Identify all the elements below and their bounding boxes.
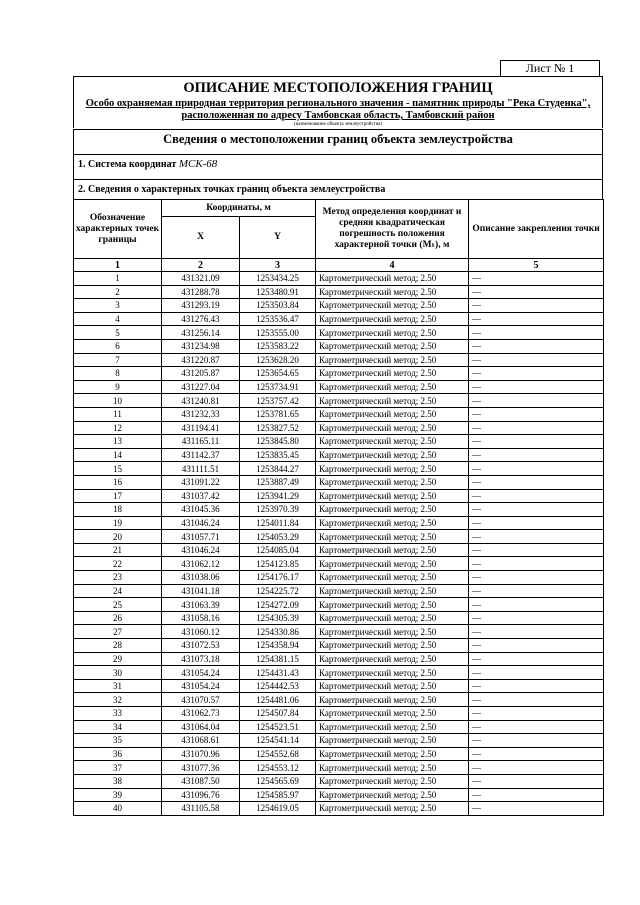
table-row (74, 475, 604, 489)
description-cell: — (469, 639, 604, 653)
point-id-cell: 31 (74, 679, 162, 693)
table-row (74, 543, 604, 557)
description-cell: — (469, 530, 604, 544)
x-coordinate-cell: 431038.06 (162, 571, 240, 585)
table-row (74, 611, 604, 625)
y-coordinate-cell: 1254330.86 (240, 625, 316, 639)
x-coordinate-cell: 431087.50 (162, 774, 240, 788)
y-coordinate-cell: 1253628.20 (240, 353, 316, 367)
method-cell: Картометрический метод; 2.50 (316, 516, 469, 530)
table-row (74, 367, 604, 381)
point-id-cell: 35 (74, 734, 162, 748)
y-coordinate-cell: 1253654.65 (240, 367, 316, 381)
point-id-cell: 19 (74, 516, 162, 530)
x-coordinate-cell: 431072.53 (162, 639, 240, 653)
col-header-y: Y (240, 217, 316, 259)
col-header-point: Обозначение характерных точек границы (74, 200, 162, 259)
table-row (74, 339, 604, 353)
point-id-cell: 40 (74, 802, 162, 816)
column-numbers-row (74, 259, 604, 272)
point-id-cell: 30 (74, 666, 162, 680)
method-cell: Картометрический метод; 2.50 (316, 584, 469, 598)
column-number: 1 (74, 259, 162, 272)
method-cell: Картометрический метод; 2.50 (316, 285, 469, 299)
method-cell: Картометрический метод; 2.50 (316, 339, 469, 353)
point-id-cell: 22 (74, 557, 162, 571)
y-coordinate-cell: 1253844.27 (240, 462, 316, 476)
description-cell: — (469, 339, 604, 353)
section-title: Сведения о местоположении границ объекта землеустройства (73, 129, 603, 149)
description-cell: — (469, 326, 604, 340)
table-row (74, 516, 604, 530)
table-row (74, 802, 604, 816)
object-name: Особо охраняемая природная территория регионального значения - памятник природы "Река Студенка", расположенная по адресу Тамбовская область, Тамбовский район (85, 98, 591, 121)
point-id-cell: 32 (74, 693, 162, 707)
description-cell: — (469, 367, 604, 381)
y-coordinate-cell: 1253827.52 (240, 421, 316, 435)
table-row (74, 285, 604, 299)
description-cell: — (469, 489, 604, 503)
point-id-cell: 17 (74, 489, 162, 503)
method-cell: Картометрический метод; 2.50 (316, 571, 469, 585)
x-coordinate-cell: 431062.73 (162, 707, 240, 721)
method-cell: Картометрический метод; 2.50 (316, 380, 469, 394)
method-cell: Картометрический метод; 2.50 (316, 802, 469, 816)
table-row (74, 788, 604, 802)
y-coordinate-cell: 1253734.91 (240, 380, 316, 394)
method-cell: Картометрический метод; 2.50 (316, 666, 469, 680)
col-header-description: Описание закрепления точки (469, 200, 604, 259)
x-coordinate-cell: 431054.24 (162, 666, 240, 680)
y-coordinate-cell: 1254381.15 (240, 652, 316, 666)
x-coordinate-cell: 431220.87 (162, 353, 240, 367)
y-coordinate-cell: 1254123.85 (240, 557, 316, 571)
description-cell: — (469, 272, 604, 286)
x-coordinate-cell: 431111.51 (162, 462, 240, 476)
x-coordinate-cell: 431045.36 (162, 503, 240, 517)
x-coordinate-cell: 431041.18 (162, 584, 240, 598)
description-cell: — (469, 761, 604, 775)
x-coordinate-cell: 431058.16 (162, 611, 240, 625)
method-cell: Картометрический метод; 2.50 (316, 707, 469, 721)
table-body (74, 272, 604, 816)
point-id-cell: 34 (74, 720, 162, 734)
point-id-cell: 25 (74, 598, 162, 612)
description-cell: — (469, 448, 604, 462)
description-cell: — (469, 598, 604, 612)
table-row (74, 571, 604, 585)
point-id-cell: 33 (74, 707, 162, 721)
y-coordinate-cell: 1254358.94 (240, 639, 316, 653)
table-row (74, 530, 604, 544)
method-cell: Картометрический метод; 2.50 (316, 530, 469, 544)
point-id-cell: 37 (74, 761, 162, 775)
x-coordinate-cell: 431096.76 (162, 788, 240, 802)
method-cell: Картометрический метод; 2.50 (316, 353, 469, 367)
method-cell: Картометрический метод; 2.50 (316, 761, 469, 775)
table-row (74, 679, 604, 693)
point-id-cell: 27 (74, 625, 162, 639)
description-cell: — (469, 625, 604, 639)
y-coordinate-cell: 1254442.53 (240, 679, 316, 693)
y-coordinate-cell: 1254085.04 (240, 543, 316, 557)
document-title: ОПИСАНИЕ МЕСТОПОЛОЖЕНИЯ ГРАНИЦ (183, 80, 493, 96)
table-row (74, 761, 604, 775)
table-row (74, 693, 604, 707)
description-cell: — (469, 734, 604, 748)
description-cell: — (469, 380, 604, 394)
table-row (74, 353, 604, 367)
column-number: 2 (162, 259, 240, 272)
method-cell: Картометрический метод; 2.50 (316, 734, 469, 748)
col-header-x: X (162, 217, 240, 259)
object-name-caption: (наименование объекта землеустройства) (293, 122, 383, 127)
description-cell: — (469, 353, 604, 367)
x-coordinate-cell: 431046.24 (162, 516, 240, 530)
description-cell: — (469, 666, 604, 680)
description-cell: — (469, 571, 604, 585)
method-cell: Картометрический метод; 2.50 (316, 503, 469, 517)
point-id-cell: 23 (74, 571, 162, 585)
point-id-cell: 11 (74, 407, 162, 421)
method-cell: Картометрический метод; 2.50 (316, 788, 469, 802)
description-cell: — (469, 299, 604, 313)
y-coordinate-cell: 1253480.91 (240, 285, 316, 299)
method-cell: Картометрический метод; 2.50 (316, 543, 469, 557)
point-id-cell: 3 (74, 299, 162, 313)
column-number: 5 (469, 259, 604, 272)
method-cell: Картометрический метод; 2.50 (316, 639, 469, 653)
description-cell: — (469, 475, 604, 489)
x-coordinate-cell: 431046.24 (162, 543, 240, 557)
y-coordinate-cell: 1254225.72 (240, 584, 316, 598)
y-coordinate-cell: 1254585.97 (240, 788, 316, 802)
point-id-cell: 10 (74, 394, 162, 408)
point-id-cell: 26 (74, 611, 162, 625)
table-row (74, 312, 604, 326)
description-cell: — (469, 802, 604, 816)
x-coordinate-cell: 431194.41 (162, 421, 240, 435)
table-row (74, 720, 604, 734)
point-id-cell: 9 (74, 380, 162, 394)
table-row (74, 326, 604, 340)
description-cell: — (469, 285, 604, 299)
x-coordinate-cell: 431227.04 (162, 380, 240, 394)
y-coordinate-cell: 1253536.47 (240, 312, 316, 326)
point-id-cell: 39 (74, 788, 162, 802)
table-row (74, 448, 604, 462)
point-id-cell: 5 (74, 326, 162, 340)
x-coordinate-cell: 431288.78 (162, 285, 240, 299)
table-row (74, 652, 604, 666)
y-coordinate-cell: 1254523.51 (240, 720, 316, 734)
x-coordinate-cell: 431062.12 (162, 557, 240, 571)
table-row (74, 639, 604, 653)
method-cell: Картометрический метод; 2.50 (316, 407, 469, 421)
point-id-cell: 28 (74, 639, 162, 653)
point-id-cell: 4 (74, 312, 162, 326)
x-coordinate-cell: 431240.81 (162, 394, 240, 408)
description-cell: — (469, 747, 604, 761)
description-cell: — (469, 693, 604, 707)
method-cell: Картометрический метод; 2.50 (316, 489, 469, 503)
y-coordinate-cell: 1253781.65 (240, 407, 316, 421)
y-coordinate-cell: 1254619.05 (240, 802, 316, 816)
point-id-cell: 36 (74, 747, 162, 761)
description-cell: — (469, 788, 604, 802)
table-row (74, 584, 604, 598)
y-coordinate-cell: 1253583.22 (240, 339, 316, 353)
x-coordinate-cell: 431232.33 (162, 407, 240, 421)
description-cell: — (469, 652, 604, 666)
method-cell: Картометрический метод; 2.50 (316, 557, 469, 571)
y-coordinate-cell: 1253835.45 (240, 448, 316, 462)
description-cell: — (469, 611, 604, 625)
method-cell: Картометрический метод; 2.50 (316, 272, 469, 286)
point-id-cell: 2 (74, 285, 162, 299)
table-row (74, 421, 604, 435)
y-coordinate-cell: 1254565.69 (240, 774, 316, 788)
x-coordinate-cell: 431321.09 (162, 272, 240, 286)
point-id-cell: 15 (74, 462, 162, 476)
x-coordinate-cell: 431142.37 (162, 448, 240, 462)
table-row (74, 462, 604, 476)
boundary-points-table (73, 199, 604, 816)
x-coordinate-cell: 431060.12 (162, 625, 240, 639)
method-cell: Картометрический метод; 2.50 (316, 693, 469, 707)
x-coordinate-cell: 431077.36 (162, 761, 240, 775)
point-id-cell: 8 (74, 367, 162, 381)
table-row (74, 435, 604, 449)
col-header-method: Метод определения координат и средняя квадратическая погрешность положения характерной точки (Mₜ), м (316, 200, 469, 259)
table-row (74, 299, 604, 313)
y-coordinate-cell: 1254431.43 (240, 666, 316, 680)
method-cell: Картометрический метод; 2.50 (316, 720, 469, 734)
table-row (74, 598, 604, 612)
document-page (73, 76, 603, 816)
method-cell: Картометрический метод; 2.50 (316, 598, 469, 612)
description-cell: — (469, 462, 604, 476)
table-row (74, 625, 604, 639)
y-coordinate-cell: 1254552.68 (240, 747, 316, 761)
point-id-cell: 16 (74, 475, 162, 489)
x-coordinate-cell: 431070.96 (162, 747, 240, 761)
y-coordinate-cell: 1254541.14 (240, 734, 316, 748)
table-row (74, 734, 604, 748)
coordinate-system-label: 1. Система координат (78, 159, 177, 170)
x-coordinate-cell: 431057.71 (162, 530, 240, 544)
point-id-cell: 13 (74, 435, 162, 449)
point-id-cell: 29 (74, 652, 162, 666)
table-row (74, 774, 604, 788)
table-row (74, 503, 604, 517)
y-coordinate-cell: 1254481.06 (240, 693, 316, 707)
y-coordinate-cell: 1253887.49 (240, 475, 316, 489)
x-coordinate-cell: 431064.04 (162, 720, 240, 734)
method-cell: Картометрический метод; 2.50 (316, 394, 469, 408)
y-coordinate-cell: 1254305.39 (240, 611, 316, 625)
table-row (74, 407, 604, 421)
y-coordinate-cell: 1253757.42 (240, 394, 316, 408)
description-cell: — (469, 707, 604, 721)
x-coordinate-cell: 431205.87 (162, 367, 240, 381)
table-row (74, 380, 604, 394)
description-cell: — (469, 516, 604, 530)
y-coordinate-cell: 1254176.17 (240, 571, 316, 585)
x-coordinate-cell: 431256.14 (162, 326, 240, 340)
point-id-cell: 18 (74, 503, 162, 517)
point-id-cell: 7 (74, 353, 162, 367)
description-cell: — (469, 679, 604, 693)
y-coordinate-cell: 1253503.84 (240, 299, 316, 313)
method-cell: Картометрический метод; 2.50 (316, 312, 469, 326)
y-coordinate-cell: 1254011.84 (240, 516, 316, 530)
x-coordinate-cell: 431063.39 (162, 598, 240, 612)
point-id-cell: 12 (74, 421, 162, 435)
description-cell: — (469, 584, 604, 598)
method-cell: Картометрический метод; 2.50 (316, 747, 469, 761)
y-coordinate-cell: 1254507.84 (240, 707, 316, 721)
col-header-coords: Координаты, м (162, 200, 316, 217)
description-cell: — (469, 435, 604, 449)
method-cell: Картометрический метод; 2.50 (316, 475, 469, 489)
method-cell: Картометрический метод; 2.50 (316, 679, 469, 693)
y-coordinate-cell: 1254053.29 (240, 530, 316, 544)
x-coordinate-cell: 431037.42 (162, 489, 240, 503)
y-coordinate-cell: 1253970.39 (240, 503, 316, 517)
method-cell: Картометрический метод; 2.50 (316, 625, 469, 639)
description-cell: — (469, 720, 604, 734)
y-coordinate-cell: 1253845.80 (240, 435, 316, 449)
x-coordinate-cell: 431091.22 (162, 475, 240, 489)
x-coordinate-cell: 431105.58 (162, 802, 240, 816)
method-cell: Картометрический метод; 2.50 (316, 421, 469, 435)
x-coordinate-cell: 431165.11 (162, 435, 240, 449)
method-cell: Картометрический метод; 2.50 (316, 299, 469, 313)
point-id-cell: 6 (74, 339, 162, 353)
coordinate-system-row (73, 154, 603, 174)
description-cell: — (469, 407, 604, 421)
x-coordinate-cell: 431234.98 (162, 339, 240, 353)
description-cell: — (469, 503, 604, 517)
point-id-cell: 24 (74, 584, 162, 598)
point-id-cell: 20 (74, 530, 162, 544)
point-id-cell: 1 (74, 272, 162, 286)
method-cell: Картометрический метод; 2.50 (316, 611, 469, 625)
x-coordinate-cell: 431293.19 (162, 299, 240, 313)
method-cell: Картометрический метод; 2.50 (316, 435, 469, 449)
x-coordinate-cell: 431073.18 (162, 652, 240, 666)
column-number: 3 (240, 259, 316, 272)
method-cell: Картометрический метод; 2.50 (316, 326, 469, 340)
description-cell: — (469, 312, 604, 326)
table-row (74, 557, 604, 571)
description-cell: — (469, 774, 604, 788)
x-coordinate-cell: 431068.61 (162, 734, 240, 748)
method-cell: Картометрический метод; 2.50 (316, 367, 469, 381)
method-cell: Картометрический метод; 2.50 (316, 774, 469, 788)
y-coordinate-cell: 1253434.25 (240, 272, 316, 286)
point-id-cell: 38 (74, 774, 162, 788)
x-coordinate-cell: 431276.43 (162, 312, 240, 326)
method-cell: Картометрический метод; 2.50 (316, 462, 469, 476)
table-row (74, 394, 604, 408)
method-cell: Картометрический метод; 2.50 (316, 448, 469, 462)
description-cell: — (469, 394, 604, 408)
method-cell: Картометрический метод; 2.50 (316, 652, 469, 666)
point-id-cell: 14 (74, 448, 162, 462)
y-coordinate-cell: 1254272.09 (240, 598, 316, 612)
y-coordinate-cell: 1253941.29 (240, 489, 316, 503)
table-row (74, 747, 604, 761)
table-row (74, 666, 604, 680)
table-row (74, 707, 604, 721)
description-cell: — (469, 543, 604, 557)
x-coordinate-cell: 431054.24 (162, 679, 240, 693)
description-cell: — (469, 421, 604, 435)
points-section-label: 2. Сведения о характерных точках границ объекта землеустройства (73, 179, 603, 199)
coordinate-system-value: МСК-68 (178, 158, 218, 170)
point-id-cell: 21 (74, 543, 162, 557)
table-row (74, 489, 604, 503)
y-coordinate-cell: 1253555.00 (240, 326, 316, 340)
y-coordinate-cell: 1254553.12 (240, 761, 316, 775)
sheet-number-label: Лист № 1 (500, 60, 600, 77)
x-coordinate-cell: 431070.57 (162, 693, 240, 707)
column-number: 4 (316, 259, 469, 272)
description-cell: — (469, 557, 604, 571)
document-header (73, 76, 603, 128)
table-row (74, 272, 604, 286)
